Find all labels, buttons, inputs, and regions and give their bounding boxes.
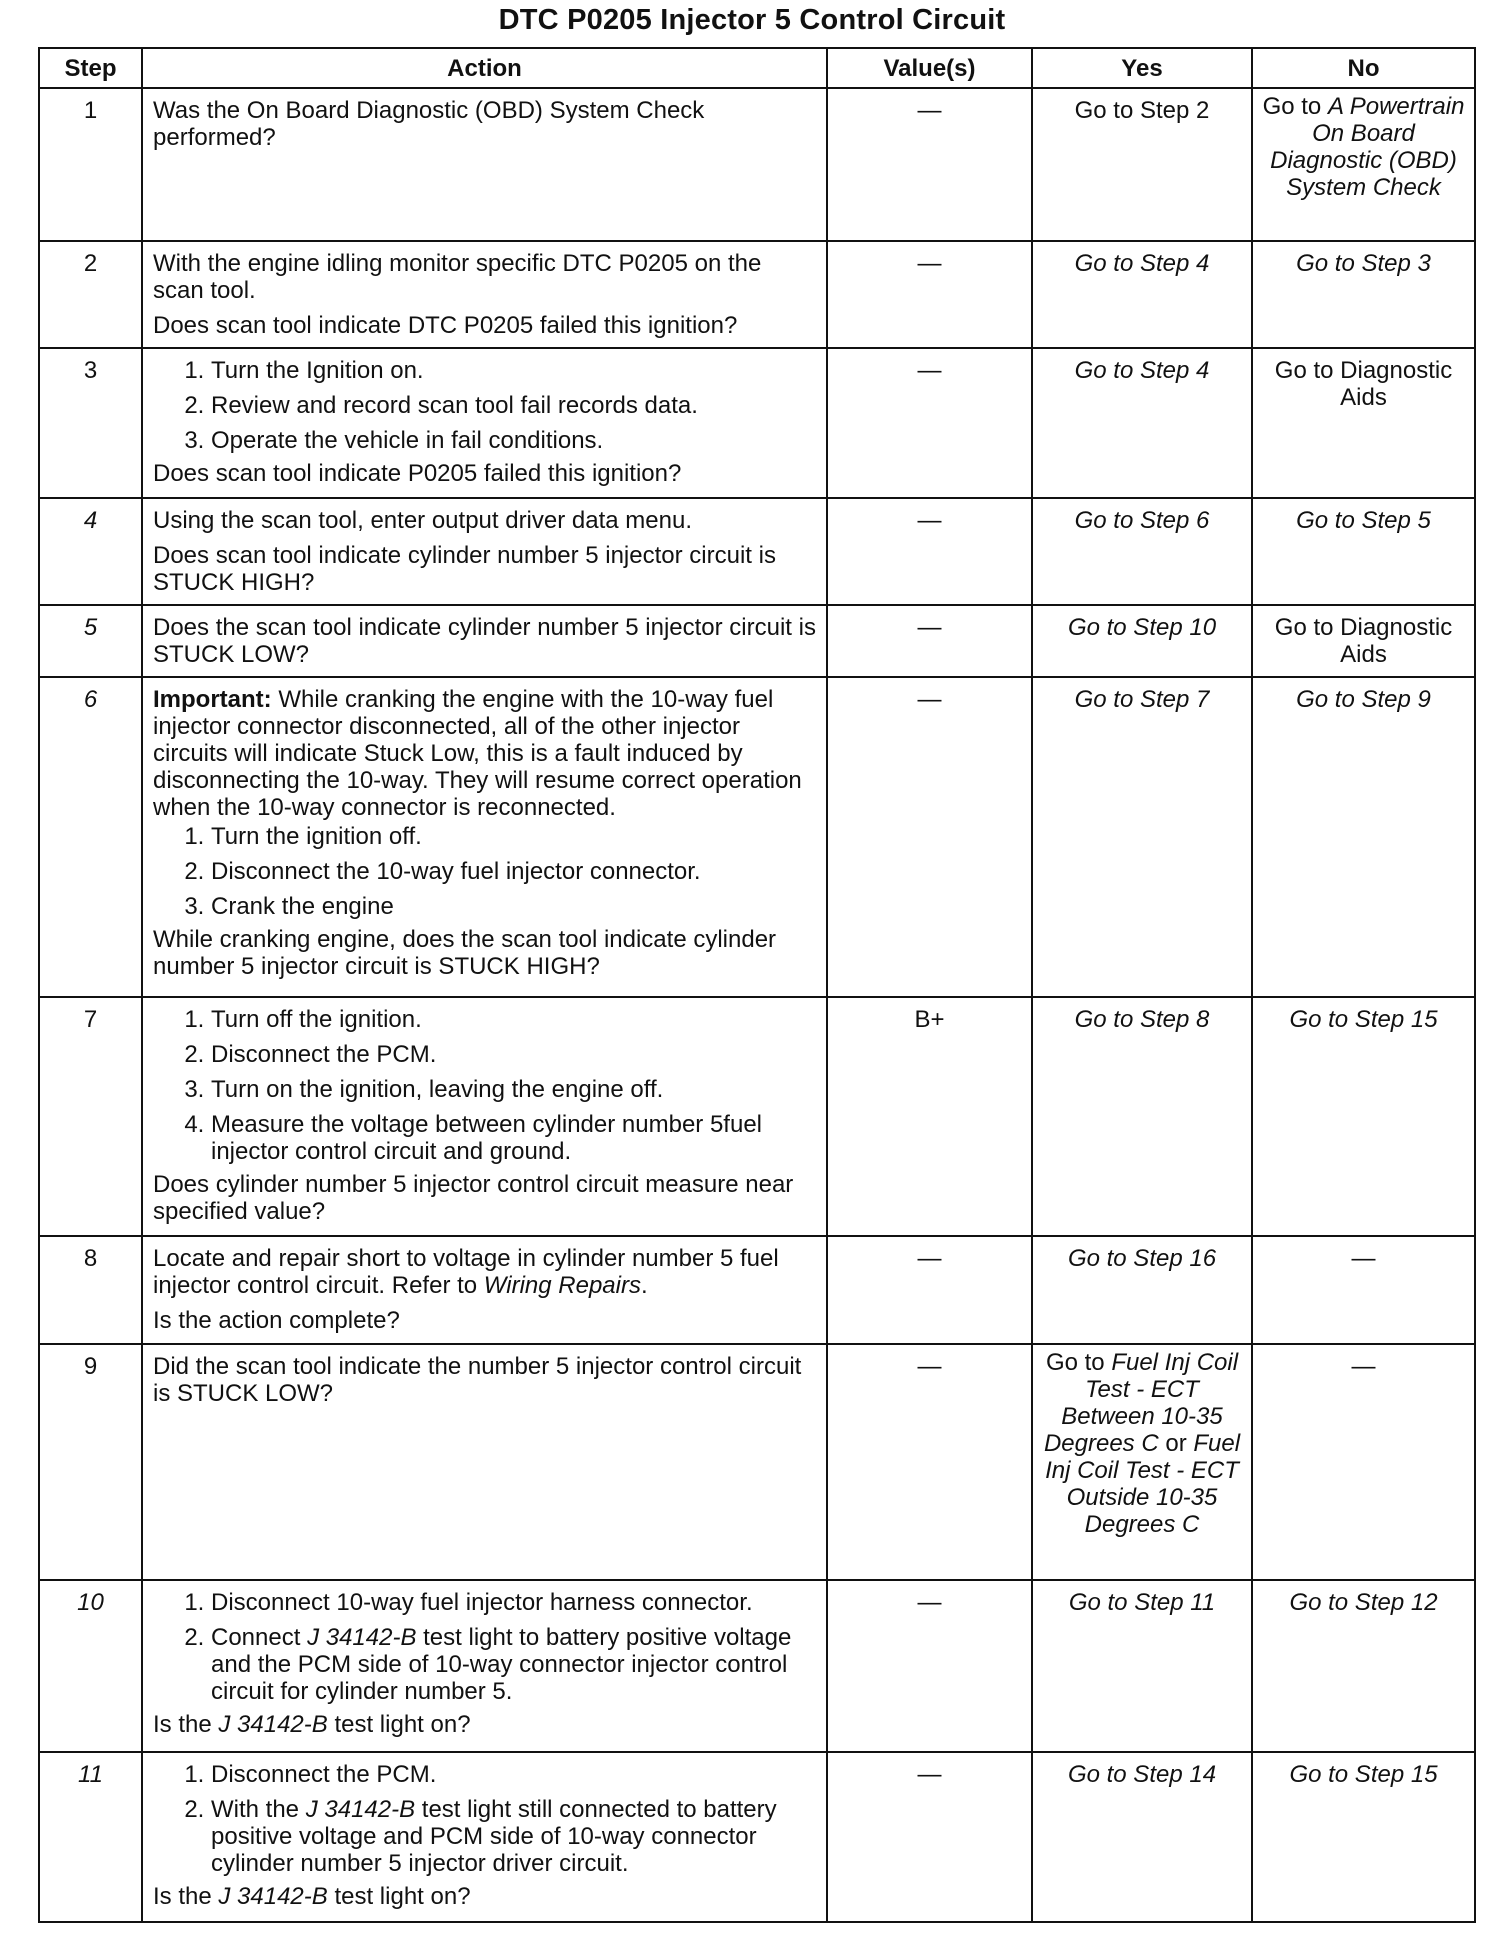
important-note — [153, 686, 816, 821]
important-text: While cranking the engine with the 10-way fuel injector connector disconnected, all of the other injector circuits will indicate Stuck Low, this is a fault induced by disconnecting the 10-way. They will resume correct operation when the 10-way connector is reconnected. — [153, 686, 802, 821]
list-item: 1. Turn the Ignition on. — [211, 357, 816, 384]
no-cell — [1252, 88, 1475, 241]
header-no: No — [1252, 48, 1475, 88]
list-item: 2. Review and record scan tool fail records data. — [211, 392, 816, 419]
action-cell — [142, 1580, 827, 1752]
table-row — [39, 1752, 1475, 1922]
step-number: 1 — [39, 88, 142, 241]
diagnostic-table — [38, 47, 1476, 1923]
yes-cell: Go to Step 7 — [1032, 677, 1252, 997]
yes-cell: Go to Step 4 — [1032, 241, 1252, 348]
action-steps — [153, 1589, 816, 1705]
no-cell: Go to Step 15 — [1252, 1752, 1475, 1922]
action-steps — [153, 1761, 816, 1877]
yes-or: or — [1158, 1430, 1194, 1457]
no-cell: Go to Step 15 — [1252, 997, 1475, 1236]
yes-cell: Go to Step 6 — [1032, 498, 1252, 605]
yes-cell: Go to Step 8 — [1032, 997, 1252, 1236]
yes-cell: Go to Step 11 — [1032, 1580, 1252, 1752]
header-action: Action — [142, 48, 827, 88]
action-cell — [142, 997, 827, 1236]
action-question: Does scan tool indicate DTC P0205 failed this ignition? — [153, 312, 738, 339]
header-yes: Yes — [1032, 48, 1252, 88]
no-cell: Go to Step 5 — [1252, 498, 1475, 605]
value-cell: — — [827, 1344, 1032, 1580]
header-values: Value(s) — [827, 48, 1032, 88]
item-text: With the — [211, 1796, 306, 1823]
no-cell: Go to Step 3 — [1252, 241, 1475, 348]
table-row — [39, 348, 1475, 498]
action-cell — [142, 1236, 827, 1344]
action-text: With the engine idling monitor specific DTC P0205 on the scan tool. — [153, 250, 762, 304]
item-text: test light still connected to battery positive voltage and PCM side of 10-way connector cylinder number 5 injector driver circuit. — [211, 1796, 777, 1877]
step-number: 6 — [39, 677, 142, 997]
action-steps — [153, 357, 816, 454]
question-text: Is the — [153, 1711, 219, 1738]
action-cell — [142, 498, 827, 605]
action-cell — [142, 677, 827, 997]
no-reference: A Powertrain On Board Diagnostic (OBD) System Check — [1270, 93, 1465, 201]
no-cell: — — [1252, 1236, 1475, 1344]
action-text — [153, 1245, 816, 1299]
list-item: 3. Turn on the ignition, leaving the engine off. — [211, 1076, 816, 1103]
action-question: Does the scan tool indicate cylinder number 5 injector circuit is STUCK LOW? — [153, 614, 816, 668]
page-title: DTC P0205 Injector 5 Control Circuit — [498, 4, 1006, 36]
action-cell — [142, 1344, 827, 1580]
table-row — [39, 88, 1475, 241]
no-cell: Go to Diagnostic Aids — [1252, 348, 1475, 498]
action-question — [153, 1711, 816, 1738]
list-item: 2. Disconnect the 10-way fuel injector connector. — [211, 858, 816, 885]
action-steps — [153, 823, 816, 920]
step-number: 10 — [39, 1580, 142, 1752]
no-prefix: Go to — [1262, 93, 1328, 120]
no-cell: Go to Step 9 — [1252, 677, 1475, 997]
step-number: 4 — [39, 498, 142, 605]
value-cell: B+ — [827, 997, 1032, 1236]
action-text-main: Locate and repair short to voltage in cylinder number 5 fuel injector control circuit. Refer to — [153, 1245, 779, 1299]
step-number: 5 — [39, 605, 142, 677]
action-steps — [153, 1006, 816, 1165]
list-item: 2. Disconnect the PCM. — [211, 1041, 816, 1068]
step-number: 2 — [39, 241, 142, 348]
value-cell: — — [827, 348, 1032, 498]
tool-reference: J 34142-B — [305, 1796, 416, 1823]
tool-reference: J 34142-B — [307, 1624, 417, 1651]
table-row — [39, 677, 1475, 997]
action-cell — [142, 348, 827, 498]
important-label: Important: — [153, 686, 272, 713]
table-row — [39, 1344, 1475, 1580]
list-item: 3. Crank the engine — [211, 893, 816, 920]
step-number: 3 — [39, 348, 142, 498]
header-step: Step — [39, 48, 142, 88]
action-question: Does scan tool indicate cylinder number 5 injector circuit is STUCK HIGH? — [153, 542, 776, 596]
action-question: Does cylinder number 5 injector control circuit measure near specified value? — [153, 1171, 794, 1225]
yes-cell — [1032, 1344, 1252, 1580]
tool-reference: J 34142-B — [218, 1711, 328, 1738]
step-number: 9 — [39, 1344, 142, 1580]
value-cell: — — [827, 241, 1032, 348]
step-number: 7 — [39, 997, 142, 1236]
value-cell: — — [827, 605, 1032, 677]
no-cell: Go to Diagnostic Aids — [1252, 605, 1475, 677]
action-cell — [142, 605, 827, 677]
action-text-end: . — [640, 1272, 648, 1299]
yes-cell: Go to Step 14 — [1032, 1752, 1252, 1922]
yes-reference-1: Fuel Inj Coil Test - ECT Between 10-35 Degrees C — [1043, 1349, 1239, 1457]
list-item: 1. Disconnect the PCM. — [211, 1761, 816, 1788]
table-row — [39, 498, 1475, 605]
value-cell: — — [827, 1752, 1032, 1922]
question-text: test light on? — [327, 1711, 471, 1738]
list-item — [211, 1624, 816, 1705]
action-question: Is the action complete? — [153, 1307, 400, 1334]
action-question: Did the scan tool indicate the number 5 injector control circuit is STUCK LOW? — [153, 1353, 802, 1407]
no-cell: Go to Step 12 — [1252, 1580, 1475, 1752]
question-text: test light on? — [327, 1883, 471, 1910]
step-number: 11 — [39, 1752, 142, 1922]
table-row — [39, 241, 1475, 348]
yes-cell: Go to Step 2 — [1032, 88, 1252, 241]
table-row — [39, 1580, 1475, 1752]
yes-cell: Go to Step 10 — [1032, 605, 1252, 677]
table-row — [39, 605, 1475, 677]
action-cell — [142, 88, 827, 241]
step-number: 8 — [39, 1236, 142, 1344]
action-question: Was the On Board Diagnostic (OBD) System Check performed? — [153, 97, 705, 151]
value-cell: — — [827, 1236, 1032, 1344]
action-question — [153, 1883, 816, 1910]
tool-reference: J 34142-B — [218, 1883, 328, 1910]
action-question: Does scan tool indicate P0205 failed this ignition? — [153, 460, 682, 487]
list-item: 1. Turn the ignition off. — [211, 823, 816, 850]
table-row — [39, 1236, 1475, 1344]
question-text: Is the — [153, 1883, 219, 1910]
list-item: 4. Measure the voltage between cylinder number 5fuel injector control circuit and ground. — [211, 1111, 816, 1165]
no-cell: — — [1252, 1344, 1475, 1580]
action-text: Using the scan tool, enter output driver data menu. — [153, 507, 692, 534]
yes-cell: Go to Step 4 — [1032, 348, 1252, 498]
list-item: 1. Disconnect 10-way fuel injector harness connector. — [211, 1589, 816, 1616]
list-item: 3. Operate the vehicle in fail conditions. — [211, 427, 816, 454]
value-cell: — — [827, 498, 1032, 605]
list-item: 1. Turn off the ignition. — [211, 1006, 816, 1033]
table-header-row — [39, 48, 1475, 88]
yes-cell: Go to Step 16 — [1032, 1236, 1252, 1344]
item-text: test light to battery positive voltage and the PCM side of 10-way connector injector control circuit for cylinder number 5. — [211, 1624, 792, 1705]
value-cell: — — [827, 1580, 1032, 1752]
action-cell — [142, 241, 827, 348]
list-item — [211, 1796, 816, 1877]
wiring-repairs-reference: Wiring Repairs — [483, 1272, 641, 1299]
yes-reference-2: Fuel Inj Coil Test - ECT Outside 10-35 Degrees C — [1045, 1430, 1241, 1538]
table-row — [39, 997, 1475, 1236]
value-cell: — — [827, 677, 1032, 997]
action-question: While cranking engine, does the scan tool indicate cylinder number 5 injector circuit is STUCK HIGH? — [153, 926, 777, 980]
item-text: Connect — [211, 1624, 308, 1651]
value-cell: — — [827, 88, 1032, 241]
action-cell — [142, 1752, 827, 1922]
yes-prefix: Go to — [1045, 1349, 1112, 1376]
